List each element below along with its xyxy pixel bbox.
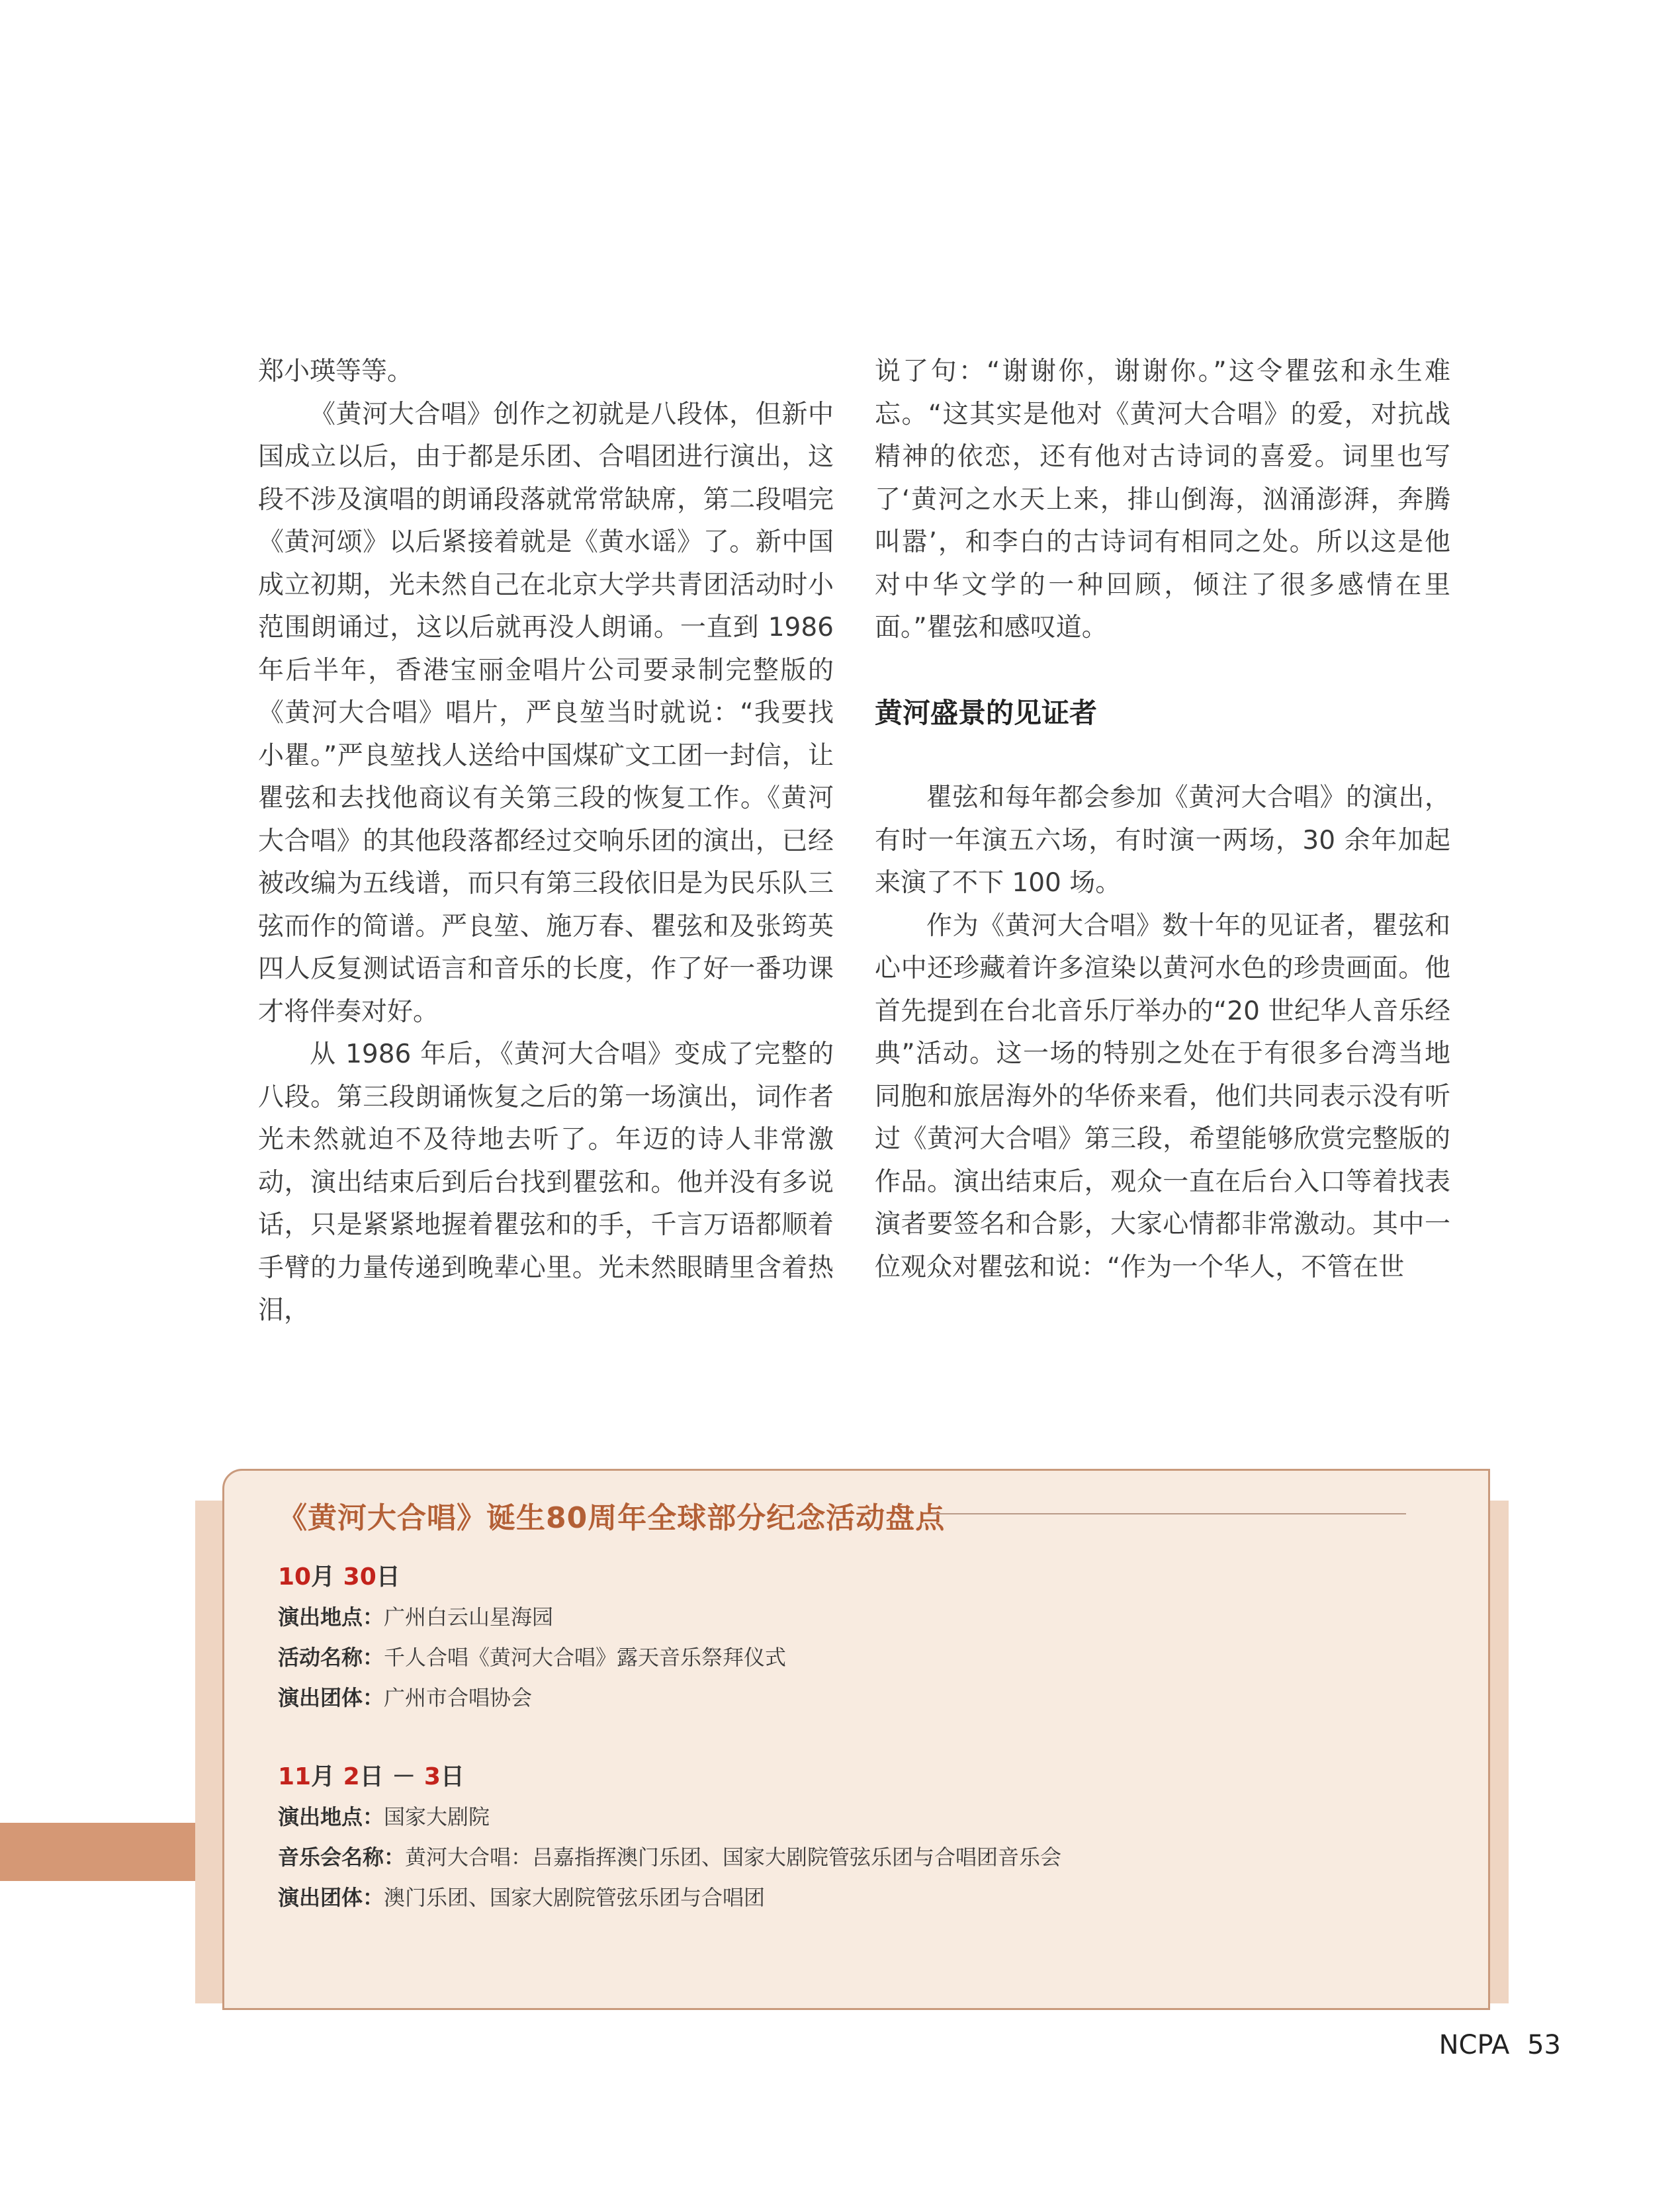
event-row: 演出团体：澳门乐团、国家大剧院管弦乐团与合唱团 (278, 1885, 766, 1910)
event-row: 演出地点：广州白云山星海园 (278, 1604, 554, 1630)
page-number: 53 (1527, 2030, 1561, 2060)
event-date: 10月 30日 (278, 1563, 400, 1591)
publication-brand: NCPA (1438, 2030, 1510, 2060)
event-row: 演出团体：广州市合唱协会 (278, 1685, 533, 1710)
section-heading: 黄河盛景的见证者 (875, 696, 1098, 729)
title-rule (933, 1513, 1406, 1514)
paragraph: 从 1986 年后，《黄河大合唱》变成了完整的八段。第三段朗诵恢复之后的第一场演出，词作者光未然就迫不及待地去听了。年迈的诗人非常激动，演出结束后到后台找到瞿弦和。他并没有多说话，只是紧紧地握着瞿弦和的手，千言万语都顺着手臂的力量传递到晚辈心里。光未然眼睛里含着热泪， (258, 1039, 834, 1325)
event-row: 演出地点：国家大剧院 (278, 1804, 490, 1829)
sidebar-fold-left (0, 1823, 205, 1881)
paragraph: 瞿弦和每年都会参加《黄河大合唱》的演出，有时一年演五六场，有时演一两场，30 余年加起来演了不下 100 场。 (875, 783, 1450, 898)
article-left-column (258, 351, 834, 1333)
event-date: 11月 2日 － 3日 (278, 1763, 464, 1790)
event-block (278, 1757, 1061, 1918)
paragraph: 说了句：“谢谢你，谢谢你。”这令瞿弦和永生难忘。“这其实是他对《黄河大合唱》的爱，对抗战精神的依恋，还有他对古诗词的喜爱。词里也写了‘黄河之水天上来，排山倒海，汹涌澎湃，奔腾叫嚣’，和李白的古诗词有相同之处。所以这是他对中华文学的一种回顾，倾注了很多感情在里面。”瞿弦和感叹道。 (875, 357, 1450, 642)
event-row: 音乐会名称：黄河大合唱：吕嘉指挥澳门乐团、国家大剧院管弦乐团与合唱团音乐会 (278, 1845, 1062, 1870)
paragraph: 作为《黄河大合唱》数十年的见证者，瞿弦和心中还珍藏着许多渲染以黄河水色的珍贵画面。他首先提到在台北音乐厅举办的“20 世纪华人音乐经典”活动。这一场的特别之处在于有很多台湾当地同胞和旅居海外的华侨来看，他们共同表示没有听过《黄河大合唱》第三段，希望能够欣赏完整版的作品。演出结束后，观众一直在后台入口等着找表演者要签名和合影，大家心情都非常激动。其中一位观众对瞿弦和说：“作为一个华人，不管在世 (875, 910, 1450, 1282)
event-row: 活动名称：千人合唱《黄河大合唱》露天音乐祭拜仪式 (278, 1645, 787, 1670)
paragraph: 郑小瑛等等。 (258, 357, 414, 386)
event-block (278, 1557, 786, 1718)
sidebar-title: 《黄河大合唱》诞生80周年全球部分纪念活动盘点 (278, 1501, 946, 1535)
article-right-column (875, 351, 1450, 1289)
page-footer (1439, 2030, 1561, 2060)
sidebar-box (222, 1469, 1490, 2010)
paragraph: 《黄河大合唱》创作之初就是八段体，但新中国成立以后，由于都是乐团、合唱团进行演出，这段不涉及演唱的朗诵段落就常常缺席，第二段唱完《黄河颂》以后紧接着就是《黄水谣》了。新中国成立初期，光未然自己在北京大学共青团活动时小范围朗诵过，这以后就再没人朗诵。一直到 1986 年后半年，香港宝丽金唱片公司要录制完整版的《黄河大合唱》唱片，严良堃当时就说：“我要找小瞿。”严良堃找人送给中国煤矿文工团一封信，让瞿弦和去找他商议有关第三段的恢复工作。《黄河大合唱》的其他段落都经过交响乐团的演出，已经被改编为五线谱，而只有第三段依旧是为民乐队三弦而作的简谱。严良堃、施万春、瞿弦和及张筠英四人反复测试语言和音乐的长度，作了好一番功课才将伴奏对好。 (258, 399, 834, 1027)
